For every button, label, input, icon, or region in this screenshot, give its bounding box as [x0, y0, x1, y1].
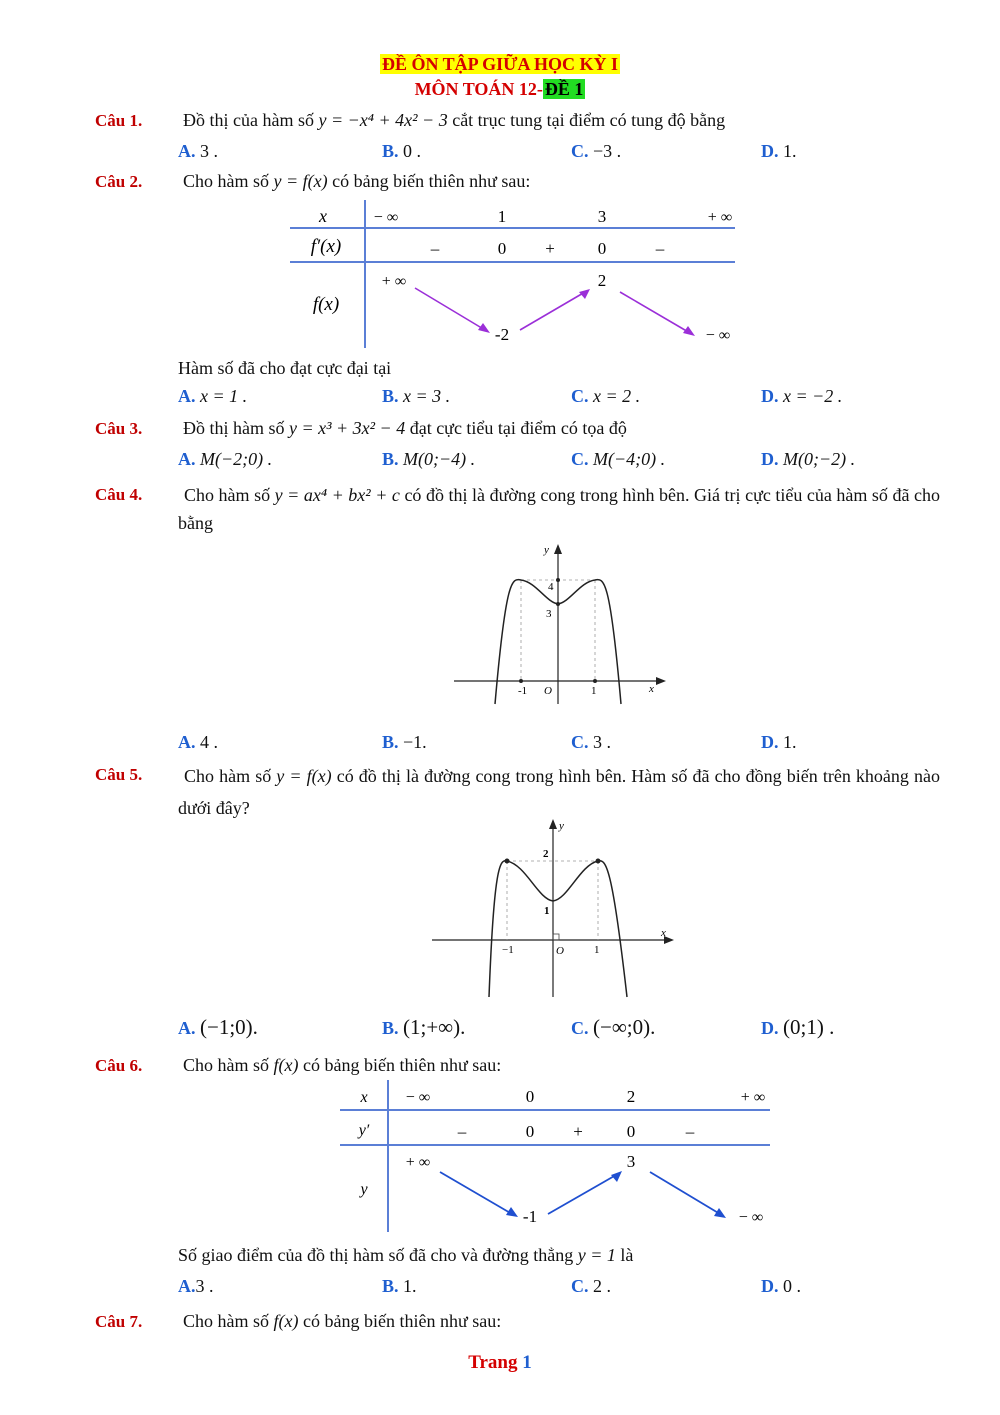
increase-arrow [520, 292, 585, 330]
option-letter: A. [178, 1018, 196, 1038]
question-3-option-a [178, 449, 272, 470]
option-letter: D. [761, 1018, 779, 1038]
table-derivative-label: y′ [358, 1122, 370, 1139]
question-7-text [183, 1311, 501, 1332]
question-5-text-after: có đồ thị là đường cong trong hình bên. Hàm số đã cho đồng biến trên khoảng nào dưới đây? [178, 766, 940, 818]
table-x-value: − ∞ [405, 1089, 431, 1106]
x-axis-label: x [649, 683, 654, 695]
question-2-option-d [761, 386, 842, 407]
question-1-label: Câu 1. [95, 111, 143, 130]
option-value: x = 1 . [200, 386, 248, 406]
question-4-text [178, 481, 940, 537]
table-function-value: − ∞ [738, 1209, 764, 1226]
table-function-value: + ∞ [405, 1154, 431, 1171]
option-letter: D. [761, 1276, 779, 1296]
question-3-formula: y = x³ + 3x² − 4 [289, 418, 406, 438]
tick-label: 2 [543, 848, 549, 860]
exam-title [0, 54, 1000, 75]
point-marker [505, 859, 510, 864]
option-value: M(−2;0) . [200, 449, 273, 469]
question-4-option-b [382, 732, 427, 753]
table-x-value: 2 [626, 1087, 636, 1106]
question-1-option-d [761, 141, 797, 162]
table-x-label: x [319, 206, 327, 226]
question-6-text [183, 1055, 501, 1076]
table-function-value: 2 [597, 271, 607, 290]
table-derivative-zero: 0 [497, 239, 507, 258]
arrow-head [683, 326, 695, 336]
y-axis-label: y [559, 820, 564, 832]
graph-q4 [450, 538, 670, 708]
question-5-option-d [761, 1015, 834, 1040]
question-2-formula: y = f(x) [273, 171, 328, 191]
table-function-label: f(x) [312, 294, 340, 315]
option-letter: D. [761, 141, 779, 161]
question-3-label: Câu 3. [95, 419, 143, 438]
option-letter: A. [178, 1276, 196, 1296]
option-value: 3 . [593, 732, 611, 752]
table-derivative-sign: – [430, 239, 440, 258]
option-letter: B. [382, 386, 399, 406]
option-letter: D. [761, 449, 779, 469]
option-letter: C. [571, 386, 589, 406]
option-letter: A. [178, 386, 196, 406]
question-6-prompt-after: là [615, 1245, 634, 1265]
table-derivative-sign: – [457, 1122, 467, 1141]
origin-label: O [556, 945, 564, 957]
point-marker [593, 679, 597, 683]
table-x-value: + ∞ [740, 1089, 766, 1106]
question-6-option-a [178, 1276, 214, 1297]
option-letter: C. [571, 449, 589, 469]
option-letter: B. [382, 1018, 399, 1038]
option-value: 1. [783, 141, 797, 161]
decrease-arrow [620, 292, 690, 333]
exam-title-line1: ĐỀ ÔN TẬP GIỮA HỌC KỲ I [381, 54, 619, 74]
variation-table-q2 [290, 200, 750, 350]
question-2-option-c [571, 386, 640, 407]
question-5-option-c [571, 1015, 655, 1040]
point-marker [596, 859, 601, 864]
table-function-value: -1 [522, 1207, 538, 1226]
question-2-option-b [382, 386, 450, 407]
y-axis-arrow-icon [549, 819, 557, 829]
question-7-label: Câu 7. [95, 1312, 143, 1331]
exam-number-badge: ĐỀ 1 [544, 79, 584, 99]
question-4-label: Câu 4. [95, 485, 143, 504]
question-1-formula: y = −x⁴ + 4x² − 3 [318, 110, 448, 130]
point-marker [519, 679, 523, 683]
question-4-text-before: Cho hàm số [184, 485, 275, 505]
question-3-option-d [761, 449, 855, 470]
arrow-head [611, 1171, 622, 1182]
table-derivative-sign: – [685, 1122, 695, 1141]
tick-label: 3 [546, 608, 552, 620]
question-4-option-a [178, 732, 218, 753]
question-6-option-c [571, 1276, 611, 1297]
arrow-head [714, 1208, 726, 1218]
decrease-arrow [440, 1172, 512, 1214]
question-2-text-before: Cho hàm số [183, 171, 274, 191]
question-6-prompt-before: Số giao điểm của đồ thị hàm số đã cho và đường thẳng [178, 1245, 578, 1265]
table-derivative-zero: 0 [525, 1122, 535, 1141]
option-value: 4 . [200, 732, 218, 752]
y-axis-label: y [544, 544, 549, 556]
question-7-text-before: Cho hàm số [183, 1311, 274, 1331]
question-3-option-b [382, 449, 475, 470]
question-6-prompt-formula: y = 1 [577, 1245, 616, 1265]
question-1-text-before: Đồ thị của hàm số [183, 110, 319, 130]
question-1-text [183, 110, 725, 131]
option-letter: B. [382, 449, 399, 469]
table-x-value: 1 [497, 207, 507, 226]
page-footer [0, 1352, 1000, 1374]
option-letter: D. [761, 386, 779, 406]
table-derivative-sign: + [545, 239, 555, 258]
option-value: x = −2 . [783, 386, 843, 406]
question-4-text-after: có đồ thị là đường cong trong hình bên. Giá trị cực tiểu của hàm số đã cho bằng [178, 485, 940, 533]
arrow-head [478, 323, 490, 333]
table-derivative-zero: 0 [626, 1122, 636, 1141]
tick-label: −1 [502, 944, 514, 956]
point-marker [556, 578, 560, 582]
option-letter: C. [571, 732, 589, 752]
question-7-text-after: có bảng biến thiên như sau: [298, 1311, 502, 1331]
tick-label: 4 [548, 581, 554, 593]
option-letter: A. [178, 732, 196, 752]
option-value: (0;1) . [783, 1015, 835, 1039]
question-2-prompt: Hàm số đã cho đạt cực đại tại [178, 358, 392, 378]
question-2-option-a [178, 386, 247, 407]
question-4-option-d [761, 732, 797, 753]
option-value: (1;+∞). [403, 1015, 466, 1039]
table-x-value: − ∞ [373, 209, 399, 226]
option-letter: C. [571, 1018, 589, 1038]
table-derivative-sign: + [573, 1122, 583, 1141]
table-function-value: + ∞ [381, 273, 407, 290]
page-number: 1 [522, 1352, 532, 1373]
graph-q5 [430, 815, 680, 1000]
x-axis-arrow-icon [656, 677, 666, 685]
table-x-label: x [360, 1089, 368, 1106]
table-function-value: -2 [494, 325, 510, 344]
question-1-option-a [178, 141, 218, 162]
question-4-option-c [571, 732, 611, 753]
question-6-text-after: có bảng biến thiên như sau: [298, 1055, 502, 1075]
decrease-arrow [650, 1172, 720, 1214]
question-5-text-before: Cho hàm số [184, 766, 277, 786]
option-value: 1. [783, 732, 797, 752]
question-6-prompt [178, 1245, 633, 1266]
quartic-curve [489, 861, 627, 997]
tick-label: 1 [591, 685, 597, 697]
y-axis-arrow-icon [554, 544, 562, 554]
right-angle-mark [553, 934, 559, 940]
question-2-label: Câu 2. [95, 172, 143, 191]
option-value: 2 . [593, 1276, 611, 1296]
question-3-text-before: Đồ thị hàm số [183, 418, 289, 438]
question-6-option-d [761, 1276, 801, 1297]
question-1-option-b [382, 141, 421, 162]
variation-table-q6 [340, 1080, 780, 1235]
table-function-value: 3 [626, 1152, 636, 1171]
option-value: M(−4;0) . [593, 449, 666, 469]
table-x-value: + ∞ [707, 209, 733, 226]
question-5-formula: y = f(x) [276, 766, 332, 786]
table-x-value: 0 [525, 1087, 535, 1106]
table-x-value: 3 [597, 207, 607, 226]
x-axis-label: x [661, 927, 666, 939]
question-6-formula: f(x) [273, 1055, 299, 1075]
exam-subtitle-text: MÔN TOÁN 12- [414, 79, 543, 99]
table-function-value: − ∞ [705, 327, 731, 344]
option-value: 0 . [783, 1276, 801, 1296]
option-value: M(0;−4) . [403, 449, 476, 469]
question-5-label: Câu 5. [95, 765, 143, 784]
question-1-option-c [571, 141, 621, 162]
tick-label: -1 [518, 685, 528, 697]
option-value: −3 . [593, 141, 622, 161]
question-1-text-after: cắt trục tung tại điểm có tung độ bằng [447, 110, 726, 130]
tick-label: 1 [544, 905, 550, 917]
table-derivative-label: f′(x) [310, 236, 342, 257]
question-6-text-before: Cho hàm số [183, 1055, 274, 1075]
option-letter: B. [382, 1276, 399, 1296]
question-2-text [183, 171, 530, 192]
option-value: M(0;−2) . [783, 449, 856, 469]
option-value: x = 3 . [403, 386, 451, 406]
question-5-option-a [178, 1015, 258, 1040]
origin-label: O [544, 685, 552, 697]
question-7-formula: f(x) [273, 1311, 299, 1331]
option-letter: B. [382, 141, 399, 161]
exam-subtitle [0, 79, 1000, 100]
option-value: 3 . [200, 141, 218, 161]
increase-arrow [548, 1175, 616, 1214]
question-4-formula: y = ax⁴ + bx² + c [274, 485, 400, 505]
question-3-option-c [571, 449, 665, 470]
question-6-label: Câu 6. [95, 1056, 143, 1075]
option-letter: A. [178, 449, 196, 469]
table-derivative-zero: 0 [597, 239, 607, 258]
table-function-label: y [360, 1181, 368, 1198]
option-letter: A. [178, 141, 196, 161]
option-letter: D. [761, 732, 779, 752]
decrease-arrow [415, 288, 485, 330]
option-letter: C. [571, 1276, 589, 1296]
question-6-option-b [382, 1276, 417, 1297]
question-5-option-b [382, 1015, 465, 1040]
tick-label: 1 [594, 944, 600, 956]
option-value: (−∞;0). [593, 1015, 656, 1039]
option-value: x = 2 . [593, 386, 641, 406]
option-letter: C. [571, 141, 589, 161]
option-letter: B. [382, 732, 399, 752]
question-2-text-after: có bảng biến thiên như sau: [327, 171, 531, 191]
footer-label: Trang [468, 1352, 518, 1373]
option-value: 3 . [195, 1276, 214, 1296]
option-value: −1. [403, 732, 427, 752]
question-3-text [183, 418, 627, 439]
table-derivative-sign: – [655, 239, 665, 258]
option-value: (−1;0). [200, 1015, 258, 1039]
option-value: 0 . [403, 141, 422, 161]
point-marker [556, 602, 560, 606]
question-3-text-after: đạt cực tiểu tại điểm có tọa độ [405, 418, 627, 438]
option-value: 1. [403, 1276, 417, 1296]
